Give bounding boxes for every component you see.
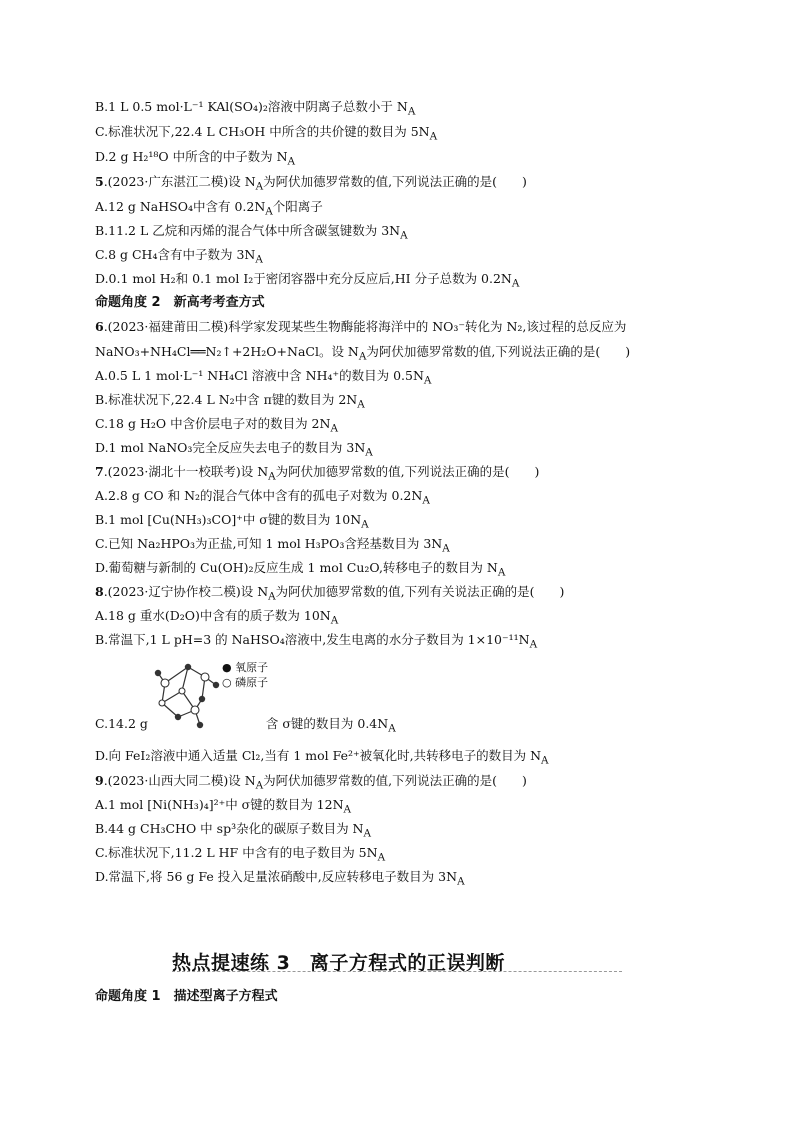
legend-phosphorus: ○ 磷原子 xyxy=(222,676,269,689)
option-line: C.18 g H₂O 中含价层电子对的数目为 $2N_A$ xyxy=(95,416,338,435)
option-line: D.2 g H₂¹⁸O 中所含的中子数为 $N_A$ xyxy=(95,149,296,168)
option-line: C.标准状况下,11.2 L HF 中含有的电子数目为 $5N_A$ xyxy=(95,845,386,864)
option-line: C.14.2 g 含 σ键的数目为 $0.4N_A$ xyxy=(95,716,396,735)
option-line: B.1 mol [Cu(NH₃)₃CO]⁺中 σ键的数目为 $10N_A$ xyxy=(95,512,369,531)
option-line: D.向 FeI₂溶液中通入适量 Cl₂,当有 1 mol Fe²⁺被氧化时,共转移电子的数目为 $N_A$ xyxy=(95,748,549,767)
section-heading: 命题角度 1 描述型离子方程式 xyxy=(95,989,278,1004)
section-heading: 命题角度 2 新高考考查方式 xyxy=(95,295,265,310)
legend-oxygen: ● 氧原子 xyxy=(222,661,269,674)
option-line: A.12 g NaHSO₄中含有 $0.2N_A$个阳离子 xyxy=(95,199,323,218)
option-line: B.1 L 0.5 mol·L⁻¹ KAl(SO₄)₂溶液中阴离子总数小于 $N_A$ xyxy=(95,99,416,118)
option-line: C.标准状况下,22.4 L CH₃OH 中所含的共价键的数目为 $5N_A$ xyxy=(95,124,438,143)
question-5: 5.(2023·广东湛江二模)设 $N_A$为阿伏加德罗常数的值,下列说法正确的是( ) xyxy=(95,174,527,193)
option-line: D.1 mol NaNO₃完全反应失去电子的数目为 $3N_A$ xyxy=(95,440,373,459)
section-title: 热点提速练 3 离子方程式的正误判断 xyxy=(172,952,505,974)
question-7: 7.(2023·湖北十一校联考)设 $N_A$为阿伏加德罗常数的值,下列说法正确的是( ) xyxy=(95,464,540,483)
option-line: D.常温下,将 56 g Fe 投入足量浓硝酸中,反应转移电子数目为 $3N_A$ xyxy=(95,869,465,888)
option-line: A.1 mol [Ni(NH₃)₄]²⁺中 σ键的数目为 $12N_A$ xyxy=(95,797,352,816)
molecule-legend xyxy=(222,660,268,690)
question-9: 9.(2023·山西大同二模)设 $N_A$为阿伏加德罗常数的值,下列说法正确的是( ) xyxy=(95,773,527,792)
reaction-equation: NaNO₃+NH₄Cl══N₂↑+2H₂O+NaCl。设 $N_A$为阿伏加德罗常数的值,下列说法正确的是( ) xyxy=(95,344,631,363)
option-line: C.已知 Na₂HPO₃为正盐,可知 1 mol H₃PO₃含羟基数目为 $3N_A$ xyxy=(95,536,450,555)
option-line: D.葡萄糖与新制的 Cu(OH)₂反应生成 1 mol Cu₂O,转移电子的数目为 $N_A$ xyxy=(95,560,506,579)
option-line: A.18 g 重水(D₂O)中含有的质子数为 $10N_A$ xyxy=(95,608,339,627)
option-line: C.8 g CH₄含有中子数为 $3N_A$ xyxy=(95,247,263,266)
question-8: 8.(2023·辽宁协作校二模)设 $N_A$为阿伏加德罗常数的值,下列有关说法正确的是( ) xyxy=(95,584,565,603)
option-line: D.0.1 mol H₂和 0.1 mol I₂于密闭容器中充分反应后,HI 分子总数为 $0.2N_A$ xyxy=(95,271,520,290)
option-line: A.0.5 L 1 mol·L⁻¹ NH₄Cl 溶液中含 NH₄⁺的数目为 $0.5N_A$ xyxy=(95,368,432,387)
title-underline xyxy=(172,971,622,972)
option-line: B.标准状况下,22.4 L N₂中含 π键的数目为 $2N_A$ xyxy=(95,392,365,411)
option-line: B.11.2 L 乙烷和丙烯的混合气体中所含碳氢键数为 $3N_A$ xyxy=(95,223,408,242)
option-line: B.常温下,1 L pH=3 的 NaHSO₄溶液中,发生电离的水分子数目为 $1\times 10^{-11}N_A$ xyxy=(95,632,538,651)
question-6: 6.(2023·福建莆田二模)科学家发现某些生物酶能将海洋中的 NO₃⁻转化为 N₂,该过程的总反应为 xyxy=(95,319,627,334)
option-line: B.44 g CH₃CHO 中 sp³杂化的碳原子数目为 $N_A$ xyxy=(95,821,372,840)
option-line: A.2.8 g CO 和 N₂的混合气体中含有的孤电子对数为 $0.2N_A$ xyxy=(95,488,430,507)
